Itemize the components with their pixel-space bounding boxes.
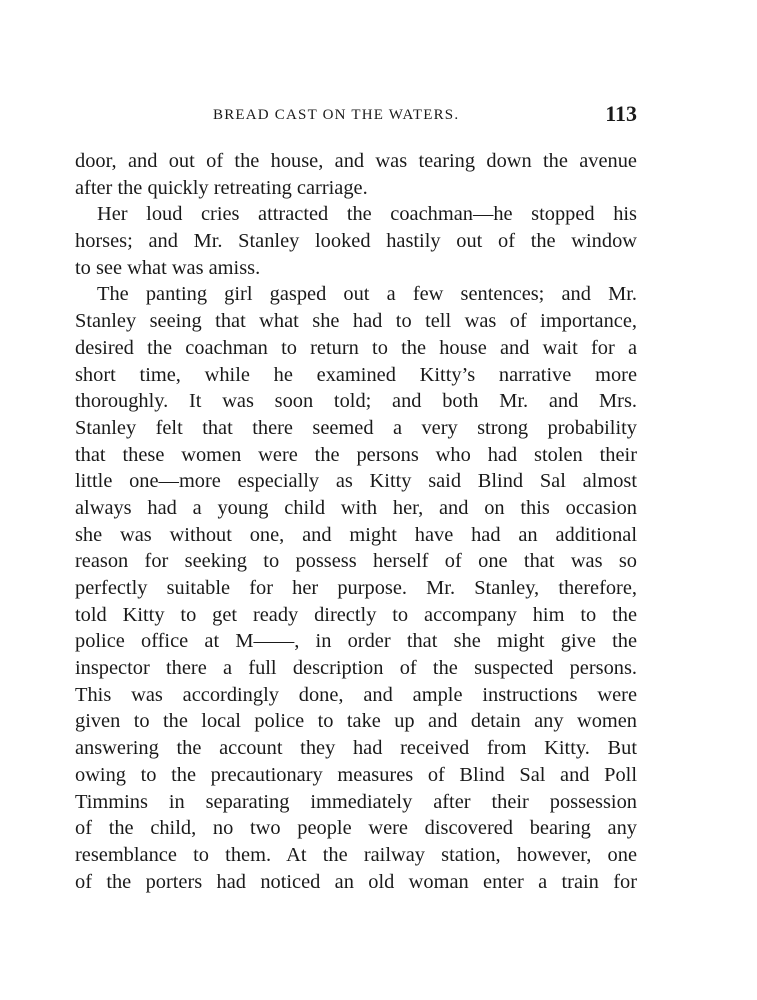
text-line: little one—more especially as Kitty said Blind Sal almost xyxy=(75,470,637,493)
text-line: that these women were the persons who had stolen their xyxy=(75,443,637,466)
text-line: of the child, no two people were discovered bearing any xyxy=(75,817,637,840)
text-line: reason for seeking to possess herself of one that was so xyxy=(75,550,637,573)
text-line: of the porters had noticed an old woman enter a train for xyxy=(75,870,637,893)
text-line: short time, while he examined Kitty’s narrative more xyxy=(75,363,637,386)
text-line: thoroughly. It was soon told; and both Mr. and Mrs. xyxy=(75,390,637,413)
text-line: to see what was amiss. xyxy=(75,256,261,279)
text-line: police office at M——, in order that she might give the xyxy=(75,630,637,653)
text-line: door, and out of the house, and was tearing down the avenue xyxy=(75,150,637,172)
text-line: horses; and Mr. Stanley looked hastily out of the window xyxy=(75,230,637,253)
text-line: inspector there a full description of the suspected persons. xyxy=(75,657,637,680)
text-line: given to the local police to take up and detain any women xyxy=(75,710,637,733)
text-line: The panting girl gasped out a few sentences; and Mr. xyxy=(97,283,637,306)
text-line: owing to the precautionary measures of Blind Sal and Poll xyxy=(75,763,637,786)
text-line: Her loud cries attracted the coachman—he stopped his xyxy=(97,203,637,226)
text-line: after the quickly retreating carriage. xyxy=(75,176,368,199)
text-line: answering the account they had received from Kitty. But xyxy=(75,737,637,760)
page-number: 113 xyxy=(605,101,637,126)
running-head xyxy=(75,101,637,131)
text-line: Stanley seeing that what she had to tell was of importance, xyxy=(75,310,637,333)
text-line: she was without one, and might have had an additional xyxy=(75,523,637,546)
text-line: Timmins in separating immediately after their possession xyxy=(75,790,637,813)
running-title: BREAD CAST ON THE WATERS. xyxy=(213,107,460,123)
text-line: This was accordingly done, and ample instructions were xyxy=(75,683,637,706)
text-line: resemblance to them. At the railway station, however, one xyxy=(75,843,637,866)
text-line: perfectly suitable for her purpose. Mr. Stanley, therefore, xyxy=(75,577,637,599)
text-line: always had a young child with her, and on this occasion xyxy=(75,496,637,519)
text-line: desired the coachman to return to the house and wait for a xyxy=(75,336,637,359)
text-line: Stanley felt that there seemed a very strong probability xyxy=(75,416,637,439)
body-text xyxy=(75,148,637,895)
text-line: told Kitty to get ready directly to accompany him to the xyxy=(75,603,637,626)
